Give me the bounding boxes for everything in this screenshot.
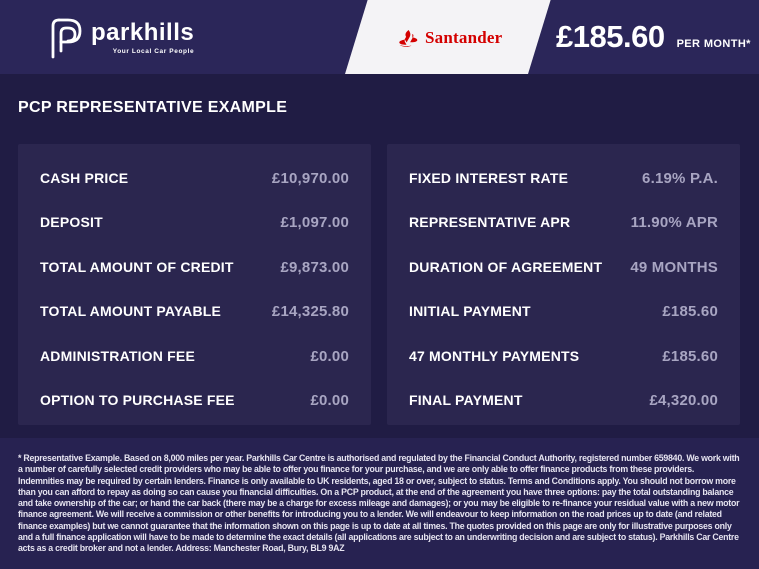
parkhills-logo xyxy=(48,13,194,59)
parkhills-logo-text xyxy=(91,13,194,55)
finance-label: 47 MONTHLY PAYMENTS xyxy=(409,347,580,364)
parkhills-p-icon xyxy=(48,13,84,59)
table-row xyxy=(409,214,718,231)
finance-label: DEPOSIT xyxy=(40,214,103,231)
finance-value: £4,320.00 xyxy=(649,391,718,409)
finance-value: 11.90% APR xyxy=(630,214,718,232)
table-row xyxy=(40,303,349,320)
finance-label: INITIAL PAYMENT xyxy=(409,303,531,320)
small-print-disclaimer: * Representative Example. Based on 8,000 miles per year. Parkhills Car Centre is authorised and regulated by the Financial Conduct Authority, registered number 659840. We work with a number of carefully selected credit providers who may be able to offer you finance for your purchase, and we are only able to offer finance products from these providers. Indemnities may be required by certain lenders. Finance is only available to UK residents, aged 18 or over, subject to status. Terms and Conditions apply. You should not borrow more than you can afford to repay as doing so can cause you financial difficulties. On a PCP product, at the end of the agreement you have three options: pay the total outstanding balance and take ownership of the car; or hand the car back (there may be a charge for excess mileage and damages); or you may be eligible to re-finance your residual value with a new motor finance agreement. We will receive a commission or other benefits for introducing you to a lender. We will endeavour to keep information on the road prices up to date (and related finance examples) but we cannot guarantee that the information shown on this page is up to date at all times. The quotes provided on this page are only for illustrative purposes only and a full finance application will have to be made to determine the exact details (all applications are subject to an underwriting decision and are subject to status). Parkhills Car Centre acts as a credit broker and not a lender. Address: Manchester Road, Bury, BL9 9AZ xyxy=(18,453,740,554)
table-row xyxy=(409,170,718,187)
finance-label: DURATION OF AGREEMENT xyxy=(409,258,603,275)
finance-value: 49 MONTHS xyxy=(630,258,718,276)
finance-label: FIXED INTEREST RATE xyxy=(409,170,569,186)
finance-panel-left xyxy=(18,144,371,425)
table-row xyxy=(40,170,349,187)
finance-label: REPRESENTATIVE APR xyxy=(409,214,571,231)
finance-value: £1,097.00 xyxy=(280,214,349,232)
santander-flame-icon xyxy=(397,30,420,47)
footer xyxy=(0,438,759,569)
page-title: PCP REPRESENTATIVE EXAMPLE xyxy=(18,99,288,116)
finance-value: £185.60 xyxy=(662,347,718,365)
santander-logo xyxy=(397,28,502,48)
finance-value: £10,970.00 xyxy=(271,170,349,187)
table-row xyxy=(409,303,718,320)
table-row xyxy=(40,348,349,365)
header xyxy=(0,0,759,74)
finance-panel-right xyxy=(387,144,740,425)
finance-value: £185.60 xyxy=(662,303,718,321)
price-period: PER MONTH* xyxy=(676,38,751,50)
finance-label: ADMINISTRATION FEE xyxy=(40,347,196,364)
monthly-price xyxy=(556,19,751,55)
finance-value: 6.19% P.A. xyxy=(642,170,718,187)
finance-label: OPTION TO PURCHASE FEE xyxy=(40,391,235,408)
table-row xyxy=(40,214,349,231)
brand-name: parkhills xyxy=(91,19,195,46)
santander-wordmark: Santander xyxy=(425,28,503,47)
table-row xyxy=(409,259,718,276)
finance-value: £9,873.00 xyxy=(280,258,349,276)
brand-tagline: Your Local Car People xyxy=(112,48,195,55)
finance-label: TOTAL AMOUNT PAYABLE xyxy=(40,303,222,320)
finance-value: £0.00 xyxy=(310,391,349,409)
finance-label: TOTAL AMOUNT OF CREDIT xyxy=(40,258,234,275)
finance-value: £0.00 xyxy=(310,347,349,365)
table-row xyxy=(409,392,718,409)
finance-value: £14,325.80 xyxy=(271,303,349,321)
table-row xyxy=(40,259,349,276)
table-row xyxy=(409,348,718,365)
finance-label: CASH PRICE xyxy=(40,170,129,186)
finance-label: FINAL PAYMENT xyxy=(409,391,523,408)
price-amount: £185.60 xyxy=(556,19,665,54)
table-row xyxy=(40,392,349,409)
